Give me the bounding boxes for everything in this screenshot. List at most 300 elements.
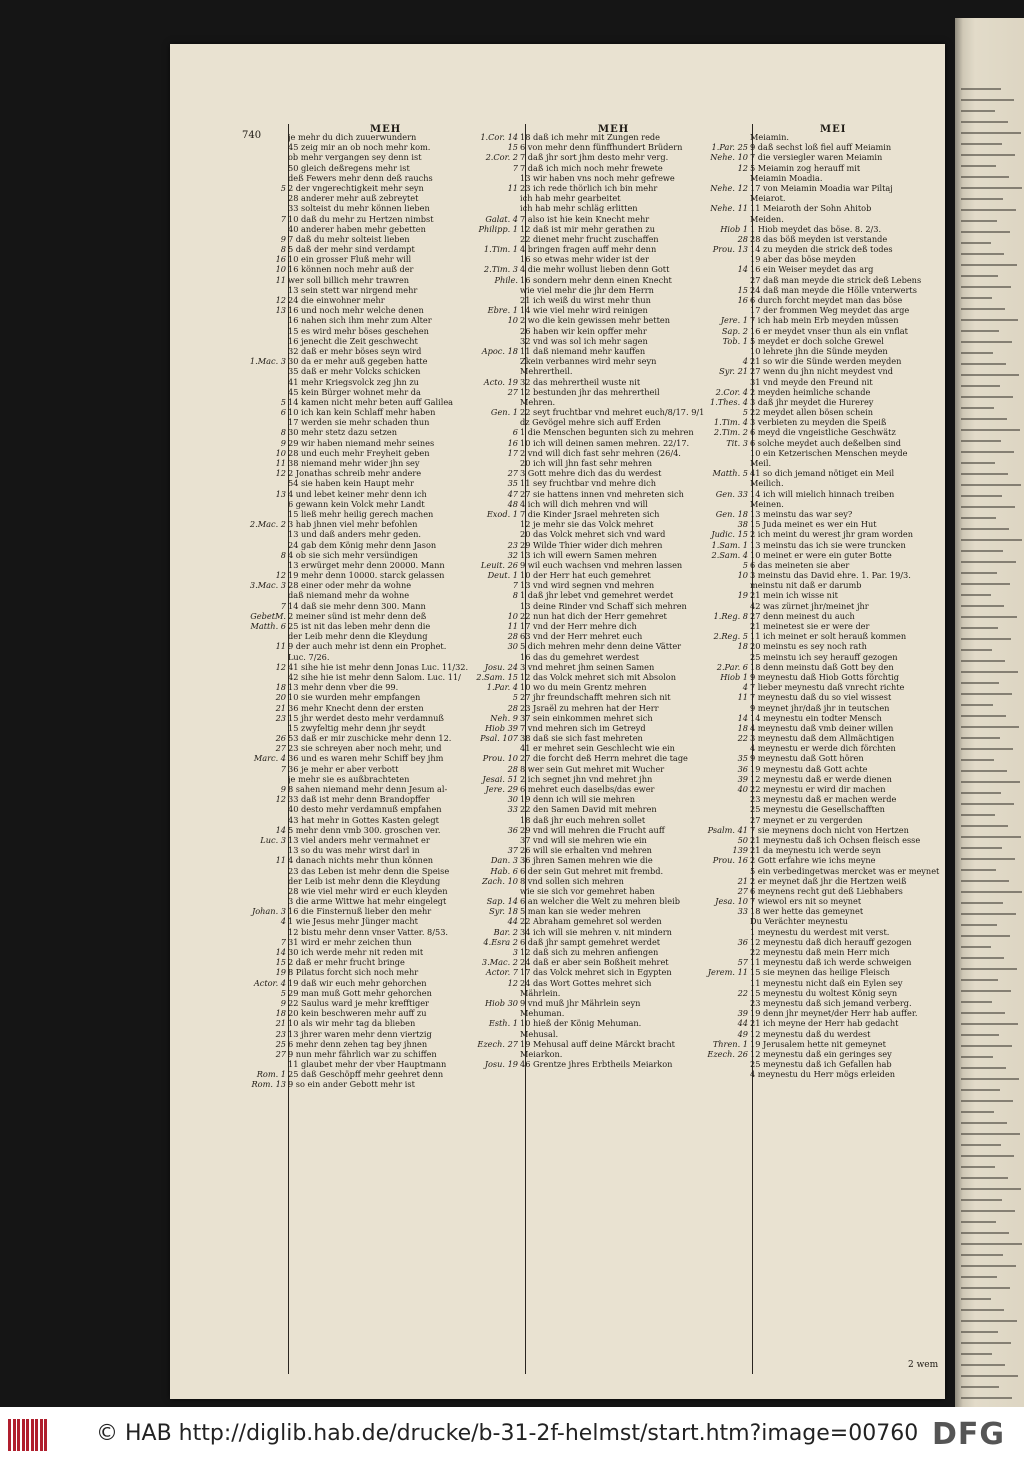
scripture-reference (242, 876, 288, 886)
scripture-reference (242, 315, 288, 325)
scripture-reference: Gen. 1 (490, 407, 518, 418)
scripture-reference (474, 601, 520, 611)
scripture-reference: 12 (275, 661, 286, 672)
facing-page-text-line (961, 1331, 998, 1333)
scripture-reference: 39 (737, 1008, 748, 1019)
scripture-reference (242, 366, 288, 376)
facing-page-text-line (961, 308, 1005, 310)
scripture-reference (242, 804, 288, 814)
facing-page-text-line (961, 209, 1016, 211)
facing-page-text-line (961, 957, 1004, 959)
scripture-reference (474, 234, 520, 244)
scripture-reference: 7 (280, 936, 286, 947)
scripture-reference (704, 815, 750, 825)
scripture-reference: Zach. 10 (481, 875, 518, 886)
facing-page-text-line (961, 187, 1022, 189)
index-entry (704, 336, 942, 346)
entry-text: 9 wil euch wachsen vnd mehren lassen (520, 559, 683, 570)
entry-text: 9 der auch mehr ist denn ein Prophet. (288, 641, 447, 652)
scripture-reference: 33 (507, 804, 518, 815)
hab-logo-bar (40, 1419, 43, 1451)
footer-bar (0, 1407, 1024, 1461)
facing-page-text-line (961, 561, 1016, 563)
scripture-reference: 8 (280, 427, 286, 438)
facing-page-text-line (961, 1375, 1018, 1377)
facing-page-text-line (961, 286, 1011, 288)
scripture-reference (474, 1029, 520, 1039)
entry-text: 1 meynestu du werdest mit verst. (750, 926, 890, 937)
facing-page-text-line (961, 143, 1002, 145)
scripture-reference (242, 927, 288, 937)
index-entry (704, 601, 942, 611)
entry-text: 34 ich will sie mehren v. nit mindern (520, 926, 672, 937)
entry-text: 17 von Meiamin Moadia war Piltaj (750, 182, 893, 193)
scripture-reference: 2.Sam. 4 (711, 549, 748, 560)
scripture-reference: 44 (737, 1018, 748, 1029)
scripture-reference: Nehe. 10 (710, 152, 748, 163)
index-entry (704, 244, 942, 254)
facing-page-text-line (961, 979, 998, 981)
entry-text: 24 das Wort Gottes mehret sich (520, 977, 652, 988)
entry-text: 33 daß ist mehr denn Brandopffer (288, 794, 430, 805)
scripture-reference: Syr. 18 (489, 906, 518, 917)
entry-text: 3 verbieten zu meyden die Speiß (750, 417, 887, 428)
scripture-reference: 12 (275, 570, 286, 581)
entry-text: 40 desto mehr verdamnuß empfahen (288, 804, 442, 815)
scripture-reference (474, 815, 520, 825)
index-entry (704, 590, 942, 600)
scripture-reference: Philipp. 1 (478, 223, 518, 234)
index-entry (704, 967, 942, 977)
index-entry (704, 672, 942, 682)
hab-logo-bar (44, 1419, 47, 1451)
entry-text: 7 sie meynens doch nicht von Hertzen (750, 824, 909, 835)
scripture-reference: Josu. 24 (484, 661, 518, 672)
facing-page-text-line (961, 1265, 1016, 1267)
scripture-reference: 12 (737, 162, 748, 173)
entry-text: 19 meynestu daß Gott achte (750, 763, 868, 774)
scripture-reference: 11 (737, 692, 748, 703)
facing-page-text-line (961, 198, 1003, 200)
entry-text: 13 meinstu das ich sie were truncken (750, 539, 906, 550)
entry-text: 15 ließ mehr heilig gerech machen (288, 508, 434, 519)
facing-page-text-line (961, 814, 995, 816)
entry-text: 11 Meiaroth der Sohn Ahitob (750, 203, 872, 214)
scripture-reference: Marc. 4 (253, 753, 286, 764)
entry-text: 16 sondern mehr denn einen Knecht (520, 274, 672, 285)
entry-text: 14 kamen nicht mehr beten auff Galilea (288, 396, 454, 407)
entry-text: 12 bistu mehr denn vnser Vatter. 8/53. (288, 926, 449, 937)
index-entry (704, 1059, 942, 1069)
scripture-reference: 13 (275, 305, 286, 316)
entry-text: 41 er mehret sein Geschlecht wie ein (520, 743, 675, 754)
index-entry (704, 703, 942, 713)
facing-page-text-line (961, 1221, 996, 1223)
entry-text: 12 meynestu daß er werde dienen (750, 773, 892, 784)
scripture-reference: 27 (737, 885, 748, 896)
scripture-reference: 39 (737, 773, 748, 784)
facing-page-text-line (961, 1166, 995, 1168)
scripture-reference: 28 (507, 702, 518, 713)
entry-text: 16 und noch mehr welche denen (288, 305, 424, 316)
entry-text: 12 daß ist mir mehr gerathen zu (520, 223, 655, 234)
index-entry (704, 876, 942, 886)
entry-text: 25 meinstu ich sey herauff gezogen (750, 651, 898, 662)
entry-text: 9 meynet jhr/daß jhr in teutschen (750, 702, 890, 713)
scripture-reference: Jere. 1 (720, 315, 748, 326)
entry-text: 15 jhr werdet desto mehr verdamnuß (288, 712, 444, 723)
facing-page-text-line (961, 1232, 1009, 1234)
dfg-logo: DFG (932, 1417, 1006, 1452)
entry-text: 25 daß Geschöpff mehr geehret denn (288, 1069, 444, 1080)
index-entry (704, 346, 942, 356)
facing-page-text-line (961, 1078, 1019, 1080)
entry-text: Meil. (750, 458, 772, 468)
scripture-reference: 4 (280, 916, 286, 927)
facing-page-text-line (961, 660, 1005, 662)
index-entry (704, 896, 942, 906)
scripture-reference: 11 (507, 621, 518, 631)
facing-page-text-line (961, 1287, 1010, 1289)
entry-text: 16 die Finsternuß lieber den mehr (288, 906, 432, 917)
scripture-reference: Hiob 1 (720, 671, 748, 682)
facing-page-text-line (961, 374, 1019, 376)
entry-text: 5 ein verbedingetwas mercket was er meynet (750, 865, 940, 876)
entry-text: 2 ich segnet jhn vnd mehret jhn (520, 773, 653, 784)
facing-page-text-line (961, 704, 993, 706)
entry-text: 14 ich will mielich hinnach treiben (750, 488, 895, 499)
scripture-reference (704, 132, 750, 142)
hab-logo-bar (22, 1419, 25, 1451)
scripture-reference (474, 295, 520, 305)
index-entry (704, 152, 942, 162)
entry-text: 21 mein ich wisse nit (750, 590, 838, 601)
index-entry (704, 906, 942, 916)
scripture-reference: Matth. 5 (712, 468, 748, 479)
scripture-reference: Psal. 107 (480, 733, 518, 744)
index-entry (704, 540, 942, 550)
entry-text: 1 die Menschen begunten sich zu mehren (520, 427, 694, 438)
entry-text: 41 so dich jemand nötiget ein Meil (750, 468, 895, 479)
index-entry (704, 621, 942, 631)
facing-page-text-line (961, 484, 1021, 486)
index-entry (704, 489, 942, 499)
entry-text: 13 mehr denn vber die 99. (288, 682, 399, 693)
scripture-reference: 2.Cor. 2 (485, 152, 518, 163)
scripture-reference (704, 804, 750, 814)
entry-text: 23 Jsraël zu mehren hat der Herr (520, 702, 659, 713)
entry-text: 19 daß wir euch mehr gehorchen (288, 977, 427, 988)
entry-text: 20 meinstu es sey noch rath (750, 641, 867, 652)
scripture-reference: 30 (507, 641, 518, 652)
scripture-reference: 27 (275, 1048, 286, 1059)
facing-page-text-line (961, 506, 1015, 508)
facing-page-text-line (961, 990, 1011, 992)
facing-page-text-line (961, 1188, 1021, 1190)
scripture-reference: 5 (280, 182, 286, 193)
index-entry (704, 356, 942, 366)
entry-text: 23 das Leben ist mehr denn die Speise (288, 865, 450, 876)
entry-text: 14 wie viel mehr wird reinigen (520, 305, 648, 316)
scripture-reference: 10 (275, 447, 286, 458)
entry-text: 41 sihe hie ist mehr denn Jonas Luc. 11/32. (288, 661, 469, 672)
scripture-reference (242, 163, 288, 173)
entry-text: 12 je mehr sie das Volck mehret (520, 519, 654, 530)
scripture-reference: Hab. 6 (490, 865, 518, 876)
scripture-reference (704, 927, 750, 937)
entry-text: 45 kein Bürger wohnet mehr da (288, 386, 421, 397)
scripture-reference (704, 478, 750, 488)
entry-text: 3 Gott mehre dich das du werdest (520, 468, 662, 479)
scripture-reference: 23 (507, 539, 518, 550)
entry-text: 1 daß jhr lebet vnd gemehret werdet (520, 590, 674, 601)
scripture-reference: 10 (737, 570, 748, 581)
entry-text: 43 hat mehr in Gottes Kasten gelegt (288, 814, 439, 825)
scripture-reference: 27 (507, 468, 518, 479)
entry-text: meinstu nit daß er darumb (750, 580, 862, 591)
facing-page-text-line (961, 528, 1009, 530)
scripture-reference: Esth. 1 (488, 1018, 518, 1029)
entry-text: 28 wie viel mehr wird er euch kleyden (288, 885, 448, 896)
scripture-reference: 3 (512, 947, 518, 957)
facing-page-text-line (961, 440, 1001, 442)
scripture-reference (242, 387, 288, 397)
scripture-reference (474, 835, 520, 845)
entry-text: 5 daß der mehr sind verdampt (288, 244, 415, 255)
entry-text: Meiarot. (750, 193, 786, 204)
entry-text: 4 meynestu daß vmb deiner willen (750, 722, 894, 733)
scripture-reference: 5 (742, 407, 748, 418)
entry-text: 22 Abraham gemehret sol werden (520, 916, 662, 927)
entry-text: 7 die Kinder Jsrael mehreten sich (520, 508, 660, 519)
scripture-reference (242, 672, 288, 682)
entry-text: 36 und es waren mehr Schiff bey jhm (288, 753, 444, 764)
scripture-reference (242, 152, 288, 162)
entry-text: 5 mehr denn vmb 300. groschen ver. (288, 824, 441, 835)
scripture-reference: 1.Sam. 1 (711, 539, 748, 550)
scripture-reference: Leuit. 26 (480, 559, 518, 570)
index-entry (242, 1079, 520, 1089)
entry-text: 13 jhrer waren mehr denn viertzig (288, 1028, 432, 1039)
entry-text: 14 meynestu ein todter Mensch (750, 712, 882, 723)
scripture-reference: 10 (507, 315, 518, 326)
scripture-reference (242, 224, 288, 234)
index-entry (704, 662, 942, 672)
facing-page-text-line (961, 869, 996, 871)
facing-page-text-line (961, 1001, 992, 1003)
index-entry (704, 825, 942, 835)
scripture-reference: 2.Cor. 4 (715, 386, 748, 397)
facing-page-text-line (961, 341, 1012, 343)
index-entry (704, 224, 942, 234)
scripture-reference: 11 (275, 855, 286, 866)
scripture-reference: 28 (507, 631, 518, 642)
entry-text: 19 Mehusal auff deine Märckt bracht (520, 1038, 675, 1049)
scripture-reference (704, 214, 750, 224)
scripture-reference: GebetM. (250, 610, 286, 621)
scripture-reference: 7 (280, 763, 286, 774)
entry-text: 2 wo die kein gewissen mehr betten (520, 315, 670, 326)
facing-page-text-line (961, 638, 1011, 640)
index-entry (704, 957, 942, 967)
entry-text: 6 der sein Gut mehret mit frembd. (520, 865, 664, 876)
scripture-reference: 12 (507, 977, 518, 988)
index-entry (704, 916, 942, 926)
scripture-reference (704, 794, 750, 804)
scripture-reference: 57 (737, 957, 748, 968)
scripture-reference: 21 (737, 875, 748, 886)
entry-text: wer soll billich mehr trawren (288, 274, 410, 285)
scripture-reference: 19 (737, 590, 748, 601)
facing-page-text-line (961, 902, 1003, 904)
scripture-reference: 11 (507, 182, 518, 193)
entry-text: 2 Jonathas schreib mehr andere (288, 468, 422, 479)
scripture-reference: 18 (737, 722, 748, 733)
entry-text: 15 zwyfeltig mehr denn jhr seydt (288, 722, 426, 733)
facing-page-text-line (961, 1320, 1017, 1322)
entry-text: 50 gleich deßregens mehr ist (288, 162, 410, 173)
entry-text: 11 meynestu daß ich werde schweigen (750, 957, 912, 968)
index-entry (704, 234, 942, 244)
scripture-reference: 49 (737, 1028, 748, 1039)
entry-text: 6 daß jhr sampt gemehret werdet (520, 936, 661, 947)
entry-text: 26 haben wir kein opffer mehr (520, 325, 647, 336)
entry-text: 15 es wird mehr böses geschehen (288, 325, 429, 336)
entry-text: 6 solche meydet auch deßelben sind (750, 437, 902, 448)
index-entry (704, 835, 942, 845)
index-entry (704, 397, 942, 407)
scripture-reference (474, 397, 520, 407)
entry-text: 4 bringen fragen auff mehr denn (520, 244, 657, 255)
entry-text: ich hab mehr gearbeitet (520, 193, 621, 204)
scripture-reference (704, 998, 750, 1008)
facing-page-text-line (961, 1199, 1002, 1201)
scripture-reference: 28 (507, 763, 518, 774)
scripture-reference (704, 305, 750, 315)
facing-page-text-line (961, 1243, 1022, 1245)
hab-logo-icon (8, 1419, 48, 1451)
entry-text: 7 wiewol ers nit so meynet (750, 896, 862, 907)
scripture-reference (704, 703, 750, 713)
facing-page-text-line (961, 385, 1000, 387)
scripture-reference: Neh. 9 (490, 712, 518, 723)
scripture-reference: 30 (507, 794, 518, 805)
scripture-reference (704, 947, 750, 957)
entry-text: 17 das Volck mehret sich in Egypten (520, 967, 672, 978)
entry-text: 26 will sie erhalten vnd mehren (520, 845, 652, 856)
scripture-reference: Luc. 3 (260, 834, 286, 845)
entry-text: Meiamin Moadia. (750, 172, 823, 183)
entry-text: Mährlein. (520, 987, 561, 998)
scripture-reference: 2.Tim. 3 (483, 264, 518, 275)
entry-text: 21 meinetest sie er were der (750, 621, 870, 631)
entry-text: 11 ich meinet er solt herauß kommen (750, 631, 907, 642)
scripture-reference (242, 142, 288, 152)
facing-page-text-line (961, 858, 1015, 860)
scripture-reference: 14 (737, 264, 748, 275)
entry-text: 14 zu meyden die strick deß todes (750, 244, 893, 255)
scripture-reference (474, 254, 520, 264)
scripture-reference (704, 743, 750, 753)
entry-text: 40 anderer haben mehr gebetten (288, 223, 426, 234)
scripture-reference (242, 886, 288, 896)
entry-text: 29 vnd will mehren die Frucht auff (520, 824, 665, 835)
index-entry (704, 570, 942, 580)
facing-page-text-line (961, 616, 1017, 618)
index-column-3 (704, 132, 942, 1079)
facing-page-text-line (961, 1122, 1007, 1124)
entry-text: je mehr sie es außbrachteten (288, 773, 410, 784)
entry-text: 15 meynestu du woltest König seyn (750, 987, 898, 998)
entry-text: 27 wenn du jhn nicht meydest vnd (750, 366, 894, 377)
entry-text: 13 meinstu das war sey? (750, 508, 853, 519)
index-entry (704, 927, 942, 937)
entry-text: 19 Jerusalem hette nit gemeynet (750, 1038, 886, 1049)
entry-text: Zkein verbannes wird mehr seyn (520, 356, 657, 367)
entry-text: 18 denn meinstu daß Gott bey den (750, 661, 894, 672)
facing-page-text-line (961, 693, 1012, 695)
index-entry (704, 478, 942, 488)
facing-page-edge (955, 18, 1024, 1410)
index-entry (704, 764, 942, 774)
facing-page-text-line (961, 451, 1014, 453)
entry-text: 9 meynestu daß Gott hören (750, 753, 864, 764)
entry-text: 23 meynestu daß sich jemand verberg. (750, 997, 912, 1008)
entry-text: 15 sie meynen das heilige Fleisch (750, 967, 890, 978)
index-entry (704, 193, 942, 203)
scripture-reference: 1.Cor. 14 (480, 132, 518, 142)
entry-text: 2 vnd will dich fast sehr mehren (26/4. (520, 447, 681, 458)
index-entry (704, 305, 942, 315)
entry-text: der Leib ist mehr denn die Kleydung (288, 875, 441, 886)
entry-text: 24 die einwohner mehr (288, 295, 385, 305)
scripture-reference: 36 (737, 763, 748, 774)
entry-text: 17 werden sie mehr schaden thun (288, 417, 430, 428)
scripture-reference (704, 580, 750, 590)
scripture-reference: 6 (280, 407, 286, 418)
entry-text: 19 mehr denn 10000. starck gelassen (288, 570, 445, 581)
entry-text: 3 meynestu daß dem Allmächtigen (750, 733, 895, 744)
scripture-reference (242, 193, 288, 203)
scripture-reference: 1.Tim. 1 (483, 244, 518, 255)
scripture-reference: 18 (737, 641, 748, 652)
scripture-reference: Sap. 2 (721, 325, 748, 336)
entry-text: 9 vnd muß jhr Mährlein seyn (520, 997, 641, 1008)
entry-text: 10 sie wurden mehr empfangen (288, 692, 421, 703)
entry-text: Mehrertheil. (520, 366, 573, 377)
scripture-reference: 5 (280, 987, 286, 998)
entry-text: 7 daß ich mich noch mehr frewete (520, 162, 663, 173)
entry-text: 22 Saulus ward je mehr krefftiger (288, 997, 429, 1008)
entry-text: 25 ist nit das leben mehr denn die (288, 621, 431, 631)
entry-text: 45 zeig mir an ob noch mehr kom. (288, 142, 431, 153)
entry-text: je mehr du dich zuuerwundern (288, 132, 417, 142)
facing-page-text-line (961, 1276, 997, 1278)
index-entry (704, 774, 942, 784)
facing-page-text-line (961, 1155, 1014, 1157)
column-heading-2: MEH (598, 124, 630, 135)
facing-page-text-line (961, 770, 1007, 772)
entry-text: 2 Gott erfahre wie ichs meyne (750, 855, 876, 866)
entry-text: 22 meydet allen bösen schein (750, 407, 873, 418)
entry-text: 9 daß sechst loß fiel auff Meiamin (750, 142, 892, 153)
entry-text: 37 vnd will sie mehren wie ein (520, 834, 647, 845)
scripture-reference (704, 652, 750, 662)
scripture-reference: Hiob 1 (720, 223, 748, 234)
facing-page-text-line (961, 330, 999, 332)
facing-page-text-line (961, 605, 1004, 607)
entry-text: Meinen. (750, 498, 784, 509)
